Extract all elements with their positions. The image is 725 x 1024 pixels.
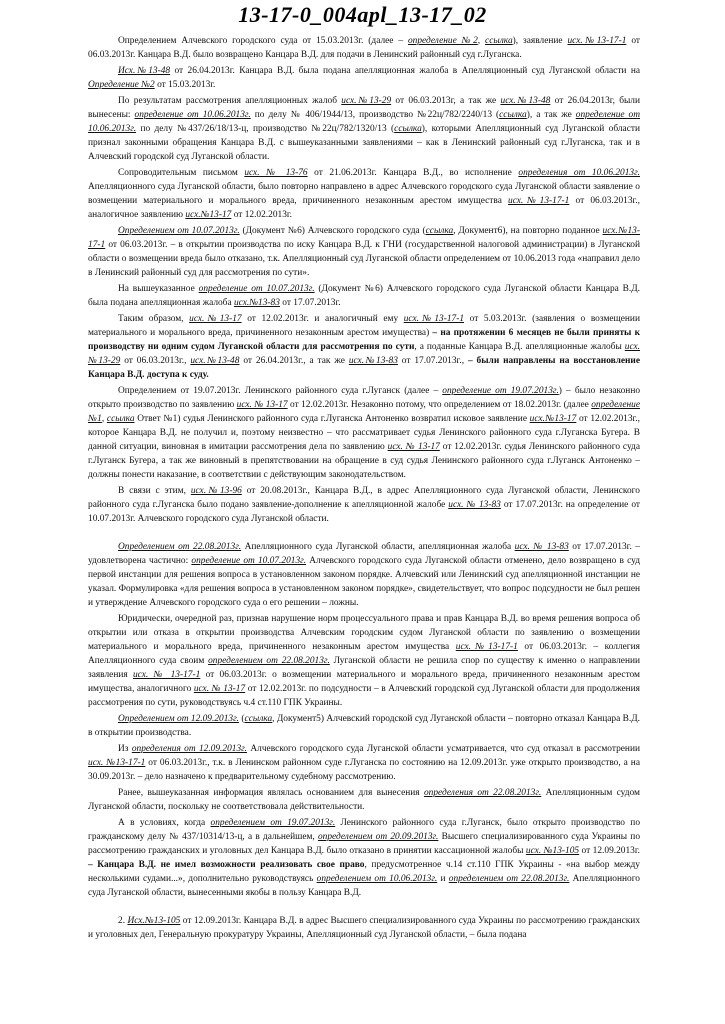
document-reference-link[interactable]: исх.№13-17-1 [455, 642, 518, 652]
document-reference-link[interactable]: определением от 22.08.2013г. [208, 656, 330, 666]
paragraph-8: Определением от 19.07.2013г. Ленинского районного суда г.Луганск (далее – определение от 19.07.2013г.) – было незаконно открыто производство по заявлению исх. № 13-17 от 12.02.2013г. Незаконно потому, что определением от 18.02.2013г. (далее определение №1, ссылка Ответ №1) судья Ленинского районного суда г.Луганска Антоненко возвратил исковое заявление исх.№13-17 от 12.02.2013г., которое Канцара В.Д. не получил и, поэтому неизвестно – что рассматривает судья Ленинского районного суда г.Луганска Бугера. В данной ситуации, виновная в имитации рассмотрения дела по заявлению исх. № 13-17 от 12.02.2013г. судья Ленинского районного суда г.Луганск Бугера, а так же виновный в препятствовании на обращение в суд судья Ленинского районного суда г.Луганск Антоненко – должны понести наказание, в соответствии с действующим законодательством. [88, 386, 641, 480]
paragraph-10: Определением от 22.08.2013г. Апелляционного суда Луганской области, апелляционная жалоба исх. № 13-83 от 17.07.2013г. – удовлетворена частично: определение от 10.07.2013г. Алчевского городского суда Луганской области отменено, дело возвращено в суд первой инстанции для решения вопроса в установленном законом порядке. Алчевский или Ленинский суд апелляционной инстанции не указал. Формулировка «для решения вопроса в установленном законом порядке», свидетельствует, что вопрос подсудности не был решен и утверждение Алчевского городского суда о его решении – ложны. [88, 542, 641, 608]
paragraph-13: Из определения от 12.09.2013г. Алчевского городского суда Луганской области усматривается, что суд отказал в рассмотрении исх. №13-17-1 от 06.03.2013г., т.к. в Ленинском районном суде г.Луганска по состоянию на 12.09.2013г. уже открыто производство, а на 30.09.2013г. – дело назначено к предварительному судебному рассмотрению. [88, 744, 640, 782]
document-reference-link[interactable]: определением от 10.06.2013г. [316, 874, 438, 884]
paragraph-9: В связи с этим, исх.№13-96 от 20.08.2013г., Канцара В.Д., в адрес Апелляционного суда Луганской области, Ленинского районного суда г.Луганска было подано заявление-дополнение к апелляционной жалобе исх. № 13-83 от 17.07.2013г. на определение от 10.07.2013г. Алчевского городского суда Луганской области. [88, 486, 640, 524]
document-reference-link[interactable]: определение от 19.07.2013г. [442, 386, 559, 396]
document-reference-link[interactable]: ссылка [244, 714, 273, 724]
document-reference-link[interactable]: исх.№13-48 [190, 356, 240, 366]
document-reference-link[interactable]: определения от 12.09.2013г. [131, 744, 248, 754]
document-reference-link[interactable]: исх.№13-29 [88, 342, 641, 366]
emphasis-text: – были направлены на восстановление Канцара В.Д. доступа к суду. [88, 356, 640, 380]
document-reference-link[interactable]: исх.№13-48 [500, 96, 551, 106]
paragraph-6: На вышеуказанное определение от 10.07.2013г. (Документ №6) Алчевского городского суда Луганской области Канцара В.Д. была подана апелляционная жалоба исх.№13-83 от 17.07.2013г. [88, 284, 640, 308]
paragraph-12: Определением от 12.09.2013г. (ссылка, Документ5) Алчевский городской суд Луганской области – повторно отказал Канцара В.Д. в открытии производства. [88, 714, 640, 738]
document-reference-link[interactable]: исх. № 13-17 [387, 442, 440, 452]
document-reference-link[interactable]: определение от 10.06.2013г. [88, 110, 641, 134]
document-reference-link[interactable]: исх.№13-83 [348, 356, 398, 366]
document-reference-link[interactable]: исх. № 13-17 [193, 684, 246, 694]
document-reference-link[interactable]: ссылка [485, 36, 513, 46]
document-reference-link[interactable]: исх.№13-96 [190, 486, 242, 496]
paragraph-3: По результатам рассмотрения апелляционных жалоб исх.№13-29 от 06.03.2013г, а так же исх.№13-48 от 26.04.2013г, были вынесены: определение от 10.06.2013г. по делу № 406/1944/13, производство №22ц/782/2240/13 (ссылка), а так же определение от 10.06.2013г. по делу №437/26/18/13-ц, производство №22ц/782/1320/13 (ссылка), которыми Апелляционный суд Луганской области признал законными обращения Канцара В.Д. с вышеуказанными заявлениями – как в Ленинский районный суд г.Луганска, так и в Алчевский городской суд Луганской области. [88, 96, 641, 162]
paragraph-15: А в условиях, когда определением от 19.07.2013г. Ленинского районного суда г.Луганск, было открыто производство по гражданскому делу № 437/10314/13-ц, а в дальнейшем, определением от 20.09.2013г. Высшего специализированного суда Украины по рассмотрению гражданских и уголовных дел Канцара В.Д. было отказано в принятии кассационной жалобы исх. №13-105 от 12.09.2013г. – Канцара В.Д. не имел возможности реализовать свое право, предусмотренное ч.14 ст.110 ГПК Украины - «на выбор между несколькими судами...», дополнительно руководствуясь определением от 10.06.2013г. и определением от 22.08.2013г. Апелляционного суда Луганской области, вынесенными якобы в пользу Канцара В.Д. [88, 818, 641, 898]
document-reference-link[interactable]: определения от 10.06.2013г. [518, 168, 640, 178]
paragraph-2: Исх.№13-48 от 26.04.2013г. Канцара В.Д. была подана апелляционная жалоба в Апелляционный суд Луганской области на Определение №2 от 15.03.2013г. [88, 66, 640, 90]
paragraph-16: 2. Исх.№13-105 от 12.09.2013г. Канцара В.Д. в адрес Высшего специализированного суда Украины по рассмотрению гражданских и уголовных дел, Генеральную прокуратуру Украины, Апелляционный суд Луганской области, – была подана [88, 916, 641, 940]
document-reference-link[interactable]: Исх.№13-105 [127, 916, 181, 926]
document-reference-link[interactable]: ссылка [499, 110, 527, 120]
emphasis-text: – на протяжении 6 месяцев не были приняты к производству ни одним судом Луганской области для рассмотрения по сути [88, 328, 640, 352]
document-reference-link[interactable]: исх.№13-17 [185, 210, 232, 220]
document-reference-link[interactable]: определение от 10.07.2013г. [191, 556, 307, 566]
paragraph-1: Определением Алчевского городского суда от 15.03.2013г. (далее – определение №2, ссылка), заявление исх.№13-17-1 от 06.03.2013г. Канцара В.Д. было возвращено Канцара В.Д. для подачи в Ленинский районный суд г.Луганска. [88, 36, 640, 60]
document-reference-link[interactable]: определение от 10.06.2013г. [134, 110, 251, 120]
document-reference-link[interactable]: исх. № 13-83 [448, 500, 501, 510]
document-reference-link[interactable]: ссылка [106, 414, 135, 424]
document-reference-link[interactable]: определение от 10.07.2013г. [198, 284, 315, 294]
document-reference-link[interactable]: определения от 22.08.2013г. [423, 788, 542, 798]
document-reference-link[interactable]: определение №1 [88, 400, 640, 424]
document-reference-link[interactable]: ссылка [394, 124, 422, 134]
document-reference-link[interactable]: исх.№13-29 [341, 96, 392, 106]
document-reference-link[interactable]: исх.№13-17 [189, 314, 242, 324]
document-reference-link[interactable]: определением от 22.08.2013г. [448, 874, 570, 884]
document-reference-link[interactable]: Определением от 22.08.2013г. [118, 542, 242, 552]
document-header: 13-17-0_004apl_13-17_02 [238, 2, 487, 27]
document-reference-link[interactable]: определение №2 [407, 36, 478, 46]
document-reference-link[interactable]: исх.№13-83 [233, 298, 280, 308]
paragraph-14: Ранее, вышеуказанная информация являлась основанием для вынесения определения от 22.08.2013г. Апелляционным судом Луганской области, поскольку не соответствовала действительности. [88, 788, 640, 812]
document-reference-link[interactable]: исх. № 13-76 [244, 168, 308, 178]
document-reference-link[interactable]: определением от 19.07.2013г. [210, 818, 336, 828]
document-reference-link[interactable]: исх. №13-105 [525, 846, 580, 856]
document-reference-link[interactable]: Определением от 10.07.2013г. [118, 226, 240, 236]
paragraph-4: Сопроводительным письмом исх. № 13-76 от 21.06.2013г. Канцара В.Д., во исполнение определения от 10.06.2013г. Апелляционного суда Луганской области, было повторно направлено в адрес Алчевского городского суда Луганской области заявление о возмещении материального и морального вреда, причиненного незаконным арестом имущества исх.№13-17-1 от 06.03.2013г., аналогичное заявлению исх.№13-17 от 12.02.2013г. [88, 168, 640, 220]
document-reference-link[interactable]: исх. № 13-17-1 [132, 670, 201, 680]
document-reference-link[interactable]: исх.№13-17-1 [403, 314, 465, 324]
document-reference-link[interactable]: исх.№13-17-1 [508, 196, 570, 206]
document-reference-link[interactable]: исх. № 13-17 [236, 400, 288, 410]
document-reference-link[interactable]: исх.№13-17-1 [88, 226, 640, 250]
document-reference-link[interactable]: исх.№13-17 [529, 414, 577, 424]
document-reference-link[interactable]: определением от 20.09.2013г. [317, 832, 439, 842]
document-reference-link[interactable]: Определением от 12.09.2013г. [118, 714, 239, 724]
paragraph-11: Юридически, очередной раз, признав нарушение норм процессуального права и прав Канцара В.Д. во время решения вопроса об открытии или отказа в открытии производства Алчевским городским судом Луганской области по заявлению о возмещении материального и морального вреда, причиненного незаконным арестом имущества исх.№13-17-1 от 06.03.2013г. – коллегия Апелляционного суда своим определением от 22.08.2013г. Луганской области не решила спор по существу к именно о направлении заявления исх. № 13-17-1 от 06.03.2013г. о возмещении материального и морального вреда, причиненного незаконным арестом имущества, аналогичного исх. № 13-17 от 12.02.2013г. по подсудности – в Алчевский городской суд Луганской области для продолжения рассмотрения по сути, руководствуясь ч.4 ст.110 ГПК Украины. [88, 614, 641, 708]
paragraph-5: Определением от 10.07.2013г. (Документ №6) Алчевского городского суда (ссылка, Документ6), на повторно поданное исх.№13-17-1 от 06.03.2013г. – в открытии производства по иску Канцара В.Д. к ГНИ (государственной налоговой администрации) в Луганской области о возмещении вреда было отказано, т.к. Апелляционный суд Луганской области определением от 10.06.2013 года «направил дело в Ленинский районный суд для рассмотрения по сути». [88, 226, 640, 278]
document-reference-link[interactable]: Определение №2 [88, 80, 155, 90]
document-body [88, 34, 640, 944]
document-reference-link[interactable]: исх. № 13-83 [514, 542, 569, 552]
emphasis-text: – Канцара В.Д. не имел возможности реализовать свое право [88, 860, 365, 870]
document-reference-link[interactable]: Исх.№13-48 [118, 66, 171, 76]
paragraph-7: Таким образом, исх.№13-17 от 12.02.2013г. и аналогичный ему исх.№13-17-1 от 5.03.2013г. (заявления о возмещении материального и морального вреда, причиненного незаконным арестом имущества) – на протяжении 6 месяцев не были приняты к производству ни одним судом Луганской области для рассмотрения по сути, а поданные Канцара В.Д. апелляционные жалобы исх.№13-29 от 06.03.2013г., исх.№13-48 от 26.04.2013г., а так же исх.№13-83 от 17.07.2013г., – были направлены на восстановление Канцара В.Д. доступа к суду. [88, 314, 641, 380]
document-reference-link[interactable]: исх.№13-17-1 [567, 36, 627, 46]
document-reference-link[interactable]: исх. №13-17-1 [88, 758, 146, 768]
document-reference-link[interactable]: ссылка [425, 226, 454, 236]
